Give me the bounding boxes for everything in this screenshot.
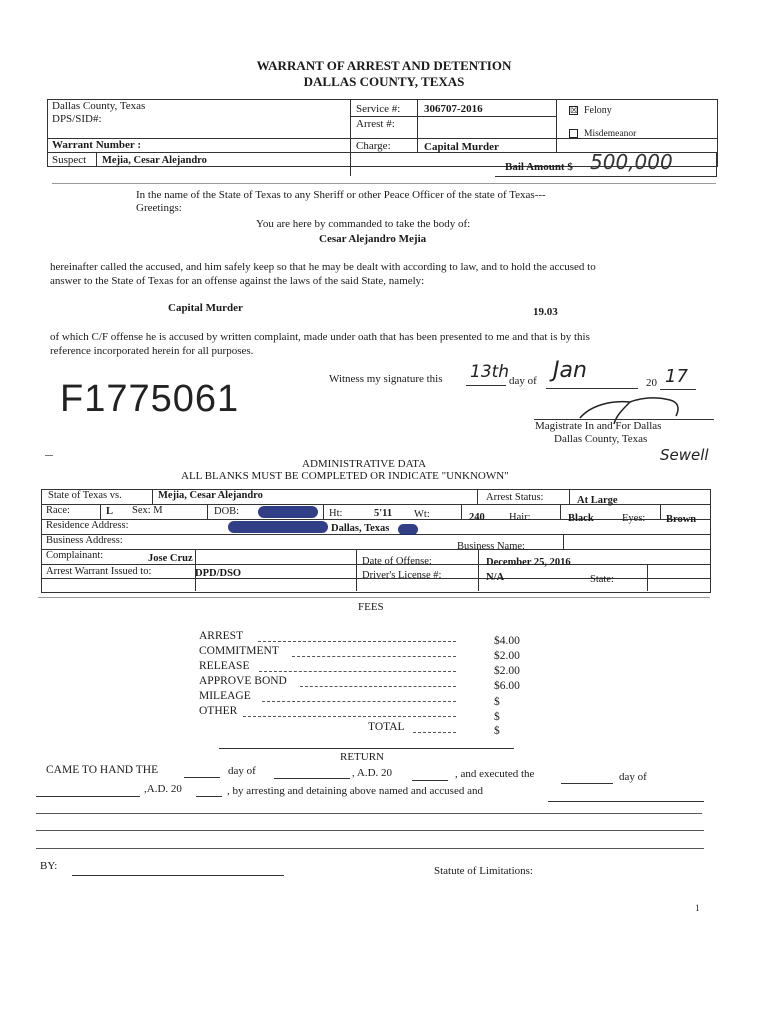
return-executed: , and executed the	[455, 768, 535, 780]
fee-amount: $2.00	[494, 665, 520, 677]
commanded-text: You are here by commanded to take the body of:	[256, 218, 471, 230]
return-ad20: , A.D. 20	[352, 767, 393, 779]
ht-value: 5'11	[374, 508, 393, 519]
date-offense-label: Date of Offense:	[362, 556, 432, 567]
page-subtitle: DALLAS COUNTY, TEXAS	[303, 74, 465, 89]
day-of-label: day of	[509, 375, 537, 387]
fee-amount: $2.00	[494, 650, 520, 662]
witness-day: 13th	[470, 362, 510, 382]
body-line1: In the name of the State of Texas to any Sheriff or other Peace Officer of the state of Texas---	[136, 189, 546, 201]
fee-amount: $6.00	[494, 680, 520, 692]
arrest-label: Arrest #:	[356, 118, 395, 130]
issued-to-value: DPD/DSO	[195, 568, 242, 579]
defendant-name: Mejia, Cesar Alejandro	[158, 490, 263, 501]
bail-label: Bail Amount $	[505, 161, 573, 173]
bail-amount: 500,000	[590, 150, 673, 174]
misdemeanor-label: Misdemeanor	[584, 129, 637, 139]
return-ad20b: ,A.D. 20	[144, 783, 182, 795]
race-value: L	[106, 506, 114, 517]
fee-label: RELEASE	[199, 660, 250, 672]
accused-name: Cesar Alejandro Mejia	[319, 233, 427, 245]
eyes-value: Brown	[666, 514, 697, 525]
page-number: 1	[695, 903, 700, 913]
service-number: 306707-2016	[424, 103, 483, 115]
complainant-label: Complainant:	[46, 550, 104, 561]
return-by-arresting: , by arresting and detaining above named and accused and	[227, 785, 483, 797]
by-label: BY:	[40, 860, 58, 872]
misdemeanor-checkbox[interactable]	[569, 129, 578, 138]
para1-line2: answer to the State of Texas for an offense against the laws of the said State, namely:	[50, 275, 425, 287]
witness-label: Witness my signature this	[329, 373, 443, 385]
suspect-label: Suspect	[52, 154, 87, 166]
redacted-dob	[258, 506, 318, 518]
residence-label: Residence Address:	[46, 520, 129, 531]
dl-label: Driver's License #:	[362, 570, 442, 581]
wt-value: 240	[469, 512, 485, 523]
state-label: State:	[590, 574, 614, 585]
year-prefix: 20	[646, 377, 657, 389]
para2-line2: reference incorporated herein for all purposes.	[50, 345, 254, 357]
dl-value: N/A	[486, 572, 505, 583]
county-label: Dallas County, Texas	[52, 100, 146, 112]
offense-code: 19.03	[533, 306, 558, 318]
greetings: Greetings:	[136, 202, 182, 214]
business-name-label: Business Name:	[457, 541, 525, 552]
return-day-of2: day of	[619, 771, 647, 783]
suspect-name: Mejia, Cesar Alejandro	[102, 155, 207, 166]
fee-total-label: TOTAL	[368, 721, 405, 733]
file-number: F1775061	[60, 378, 240, 420]
fee-total-amount: $	[494, 725, 500, 737]
fee-label: OTHER	[199, 705, 238, 717]
fee-label: ARREST	[199, 630, 244, 642]
complainant-value: Jose Cruz	[148, 553, 193, 564]
admin-subheading: ALL BLANKS MUST BE COMPLETED OR INDICATE "UNKNOWN"	[181, 470, 509, 482]
charge-label: Charge:	[356, 140, 391, 152]
dob-label: DOB:	[214, 506, 240, 517]
issued-to-label: Arrest Warrant Issued to:	[46, 566, 152, 577]
ht-label: Ht:	[329, 508, 343, 519]
para1-line1: hereinafter called the accused, and him safely keep so that he may be dealt with according to law, and to hold the accused to	[50, 261, 596, 273]
felony-label: Felony	[584, 105, 612, 116]
arrest-status-label: Arrest Status:	[486, 492, 544, 503]
residence-city: Dallas, Texas	[331, 523, 390, 534]
hair-value: Black	[568, 513, 594, 524]
arrest-status: At Large	[577, 495, 618, 506]
witness-month: Jan	[553, 358, 587, 383]
redacted-zip	[398, 524, 418, 535]
fee-label: MILEAGE	[199, 690, 251, 702]
business-address-label: Business Address:	[46, 535, 123, 546]
magistrate-line2: Dallas County, Texas	[554, 433, 648, 445]
admin-heading: ADMINISTRATIVE DATA	[302, 458, 427, 470]
came-to-hand: CAME TO HAND THE	[46, 764, 159, 776]
offense-name: Capital Murder	[168, 302, 243, 314]
witness-year: 17	[665, 366, 688, 387]
charge-value: Capital Murder	[424, 141, 499, 153]
page-title: WARRANT OF ARREST AND DETENTION	[256, 58, 512, 73]
signature-scrawl: Sewell	[660, 446, 709, 464]
warrant-number-label: Warrant Number :	[52, 139, 142, 151]
return-heading: RETURN	[340, 751, 384, 763]
magistrate-line1: Magistrate In and For Dallas	[535, 420, 662, 432]
return-day-of: day of	[228, 765, 256, 777]
para2-line1: of which C/F offense he is accused by written complaint, made under oath that has been presented to me and that is by this	[50, 331, 590, 343]
race-label: Race:	[46, 505, 70, 516]
fee-amount: $	[494, 711, 500, 723]
fee-amount: $	[494, 696, 500, 708]
dps-sid-label: DPS/SID#:	[52, 113, 102, 125]
hair-label: Hair:	[509, 512, 531, 523]
fees-heading: FEES	[358, 601, 384, 613]
date-offense-value: December 25, 2016	[486, 557, 571, 568]
redacted-address	[228, 521, 328, 533]
felony-checkbox[interactable]: ☒	[570, 105, 579, 115]
wt-label: Wt:	[414, 509, 430, 520]
state-vs-label: State of Texas vs.	[48, 490, 122, 501]
fee-label: COMMITMENT	[199, 645, 279, 657]
service-label: Service #:	[356, 103, 401, 115]
fee-amount: $4.00	[494, 635, 520, 647]
sex-label: Sex: M	[132, 505, 163, 516]
eyes-label: Eyes:	[622, 513, 646, 524]
statute-label: Statute of Limitations:	[434, 865, 533, 877]
fee-label: APPROVE BOND	[199, 675, 287, 687]
